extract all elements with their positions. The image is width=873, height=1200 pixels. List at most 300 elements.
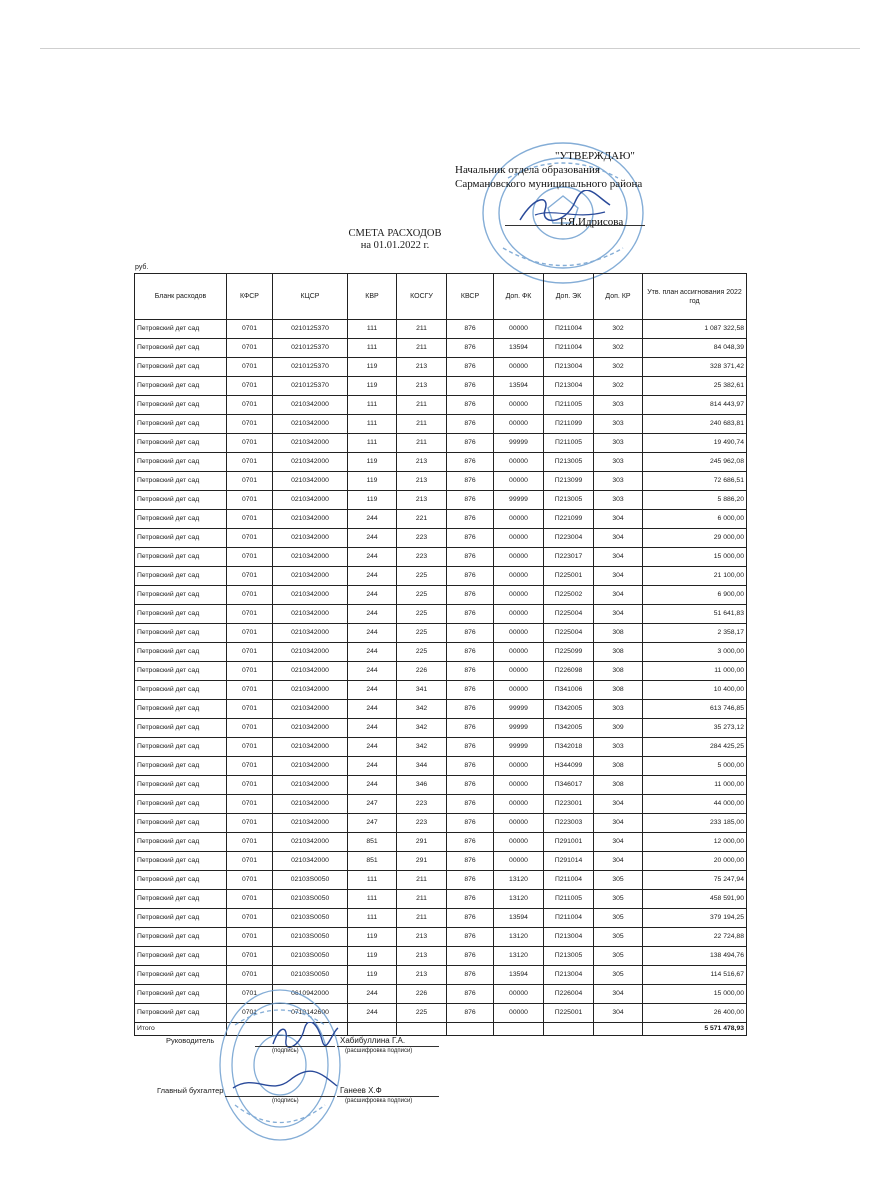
- accountant-label: Главный бухгалтер: [157, 1086, 224, 1095]
- table-cell: 00000: [494, 415, 544, 434]
- table-cell: 0210342000: [273, 643, 348, 662]
- total-label: Итого: [135, 1023, 227, 1036]
- table-cell: 284 425,25: [643, 738, 747, 757]
- table-cell: 309: [594, 719, 643, 738]
- table-cell: 244: [348, 1004, 397, 1023]
- col-header: КВР: [348, 274, 397, 320]
- table-cell: Петровский дет сад: [135, 605, 227, 624]
- table-cell: 0701: [227, 814, 273, 833]
- table-cell: 244: [348, 757, 397, 776]
- head-name-line: [337, 1046, 439, 1047]
- table-cell: 225: [397, 605, 447, 624]
- table-cell: П342005: [544, 719, 594, 738]
- table-cell: 84 048,39: [643, 339, 747, 358]
- table-cell: 0701: [227, 529, 273, 548]
- table-cell: 0210342000: [273, 795, 348, 814]
- table-row: [135, 567, 747, 586]
- table-cell: 305: [594, 909, 643, 928]
- approval-signature-icon: [515, 190, 615, 230]
- table-row: [135, 605, 747, 624]
- table-cell: 226: [397, 662, 447, 681]
- table-cell: 304: [594, 814, 643, 833]
- table-cell: 00000: [494, 776, 544, 795]
- table-cell: 0610942000: [273, 985, 348, 1004]
- table-row: [135, 510, 747, 529]
- table-cell: 02103S0050: [273, 966, 348, 985]
- table-cell: 308: [594, 624, 643, 643]
- table-cell: 303: [594, 396, 643, 415]
- table-cell: Петровский дет сад: [135, 909, 227, 928]
- table-cell: 0210342000: [273, 814, 348, 833]
- table-cell: Петровский дет сад: [135, 700, 227, 719]
- table-row: [135, 624, 747, 643]
- table-cell: 119: [348, 966, 397, 985]
- table-cell: 51 641,83: [643, 605, 747, 624]
- table-cell: 0210342000: [273, 510, 348, 529]
- table-cell: Петровский дет сад: [135, 491, 227, 510]
- table-row: [135, 928, 747, 947]
- table-row: [135, 339, 747, 358]
- table-row: [135, 586, 747, 605]
- table-cell: 211: [397, 415, 447, 434]
- table-row: [135, 548, 747, 567]
- col-header: КВСР: [447, 274, 494, 320]
- table-cell: 223: [397, 814, 447, 833]
- head-decoding-caption: (расшифровка подписи): [345, 1048, 413, 1054]
- table-row: [135, 377, 747, 396]
- table-cell: Петровский дет сад: [135, 719, 227, 738]
- table-cell: 00000: [494, 852, 544, 871]
- table-cell: П211005: [544, 396, 594, 415]
- table-cell: 342: [397, 738, 447, 757]
- table-cell: 0701: [227, 871, 273, 890]
- table-cell: 99999: [494, 700, 544, 719]
- table-cell: 305: [594, 947, 643, 966]
- table-cell: 211: [397, 890, 447, 909]
- table-cell: 0210342000: [273, 586, 348, 605]
- table-cell: 0701: [227, 377, 273, 396]
- table-cell: 0701: [227, 339, 273, 358]
- table-cell: 111: [348, 890, 397, 909]
- table-cell: 344: [397, 757, 447, 776]
- table-row: [135, 320, 747, 339]
- table-cell: 111: [348, 339, 397, 358]
- accountant-decoding-caption: (расшифровка подписи): [345, 1098, 413, 1104]
- accountant-signature-icon: [230, 1068, 340, 1098]
- table-cell: 20 000,00: [643, 852, 747, 871]
- table-cell: 75 247,94: [643, 871, 747, 890]
- table-cell: 303: [594, 491, 643, 510]
- table-cell: Петровский дет сад: [135, 738, 227, 757]
- table-cell: 213: [397, 947, 447, 966]
- table-cell: 0701: [227, 947, 273, 966]
- table-row: [135, 358, 747, 377]
- table-cell: 00000: [494, 358, 544, 377]
- table-cell: Петровский дет сад: [135, 795, 227, 814]
- table-cell: П342018: [544, 738, 594, 757]
- table-cell: 15 000,00: [643, 548, 747, 567]
- table-cell: 00000: [494, 567, 544, 586]
- document-date: на 01.01.2022 г.: [360, 240, 430, 251]
- table-cell: 111: [348, 909, 397, 928]
- table-cell: 13120: [494, 947, 544, 966]
- table-cell: Петровский дет сад: [135, 985, 227, 1004]
- table-cell: 0210342000: [273, 472, 348, 491]
- table-cell: П341006: [544, 681, 594, 700]
- table-cell: 0210342000: [273, 434, 348, 453]
- table-cell: 876: [447, 795, 494, 814]
- accountant-name: Ганеев Х.Ф: [340, 1086, 382, 1095]
- table-cell: П225099: [544, 643, 594, 662]
- table-cell: 0701: [227, 738, 273, 757]
- table-cell: 13120: [494, 928, 544, 947]
- table-body: [135, 320, 747, 1023]
- table-row: [135, 434, 747, 453]
- table-cell: 0210342000: [273, 738, 348, 757]
- table-cell: 00000: [494, 681, 544, 700]
- table-cell: 223: [397, 529, 447, 548]
- table-row: [135, 529, 747, 548]
- approval-position-line2: Сармановского муниципального района: [455, 178, 643, 190]
- table-cell: 213: [397, 358, 447, 377]
- table-cell: 225: [397, 643, 447, 662]
- table-cell: 244: [348, 643, 397, 662]
- table-cell: 240 683,81: [643, 415, 747, 434]
- table-cell: П211004: [544, 320, 594, 339]
- table-cell: 0210125370: [273, 377, 348, 396]
- table-cell: 342: [397, 719, 447, 738]
- table-cell: 10 400,00: [643, 681, 747, 700]
- table-cell: П223001: [544, 795, 594, 814]
- table-cell: 02103S0050: [273, 909, 348, 928]
- table-cell: П213005: [544, 491, 594, 510]
- table-cell: 5 000,00: [643, 757, 747, 776]
- table-cell: П213004: [544, 358, 594, 377]
- table-cell: П223004: [544, 529, 594, 548]
- table-cell: 111: [348, 396, 397, 415]
- table-cell: 0210342000: [273, 491, 348, 510]
- table-cell: 19 490,74: [643, 434, 747, 453]
- table-cell: 0701: [227, 966, 273, 985]
- table-cell: 02103S0050: [273, 928, 348, 947]
- table-cell: 304: [594, 605, 643, 624]
- table-cell: 302: [594, 377, 643, 396]
- table-cell: 341: [397, 681, 447, 700]
- table-cell: 876: [447, 339, 494, 358]
- table-cell: 876: [447, 548, 494, 567]
- approval-position-line1: Начальник отдела образования: [455, 164, 600, 176]
- table-cell: 0210342000: [273, 719, 348, 738]
- table-cell: 876: [447, 947, 494, 966]
- table-cell: 13120: [494, 890, 544, 909]
- table-cell: 247: [348, 814, 397, 833]
- table-cell: 5 886,20: [643, 491, 747, 510]
- col-header: КОСГУ: [397, 274, 447, 320]
- table-cell: 876: [447, 966, 494, 985]
- table-cell: П225002: [544, 586, 594, 605]
- table-cell: 111: [348, 434, 397, 453]
- table-cell: 244: [348, 985, 397, 1004]
- table-cell: Петровский дет сад: [135, 662, 227, 681]
- table-cell: 876: [447, 320, 494, 339]
- table-cell: 119: [348, 453, 397, 472]
- table-cell: 72 686,51: [643, 472, 747, 491]
- accountant-signature-caption: (подпись): [272, 1098, 299, 1104]
- table-cell: 211: [397, 434, 447, 453]
- table-cell: 119: [348, 472, 397, 491]
- table-cell: 0701: [227, 662, 273, 681]
- table-cell: П211005: [544, 890, 594, 909]
- table-cell: 0701: [227, 510, 273, 529]
- table-cell: 0701: [227, 1004, 273, 1023]
- table-cell: Петровский дет сад: [135, 320, 227, 339]
- table-cell: Петровский дет сад: [135, 339, 227, 358]
- total-value: 5 571 478,93: [643, 1023, 747, 1036]
- currency-label: руб.: [135, 264, 149, 271]
- table-cell: 00000: [494, 833, 544, 852]
- table-cell: Петровский дет сад: [135, 890, 227, 909]
- table-cell: 876: [447, 814, 494, 833]
- table-cell: 244: [348, 738, 397, 757]
- table-cell: Петровский дет сад: [135, 814, 227, 833]
- table-cell: Петровский дет сад: [135, 757, 227, 776]
- table-cell: Петровский дет сад: [135, 548, 227, 567]
- table-cell: 0701: [227, 776, 273, 795]
- table-cell: 876: [447, 453, 494, 472]
- table-cell: 244: [348, 624, 397, 643]
- table-cell: Петровский дет сад: [135, 1004, 227, 1023]
- table-cell: Петровский дет сад: [135, 358, 227, 377]
- table-cell: 0701: [227, 472, 273, 491]
- table-cell: П211004: [544, 339, 594, 358]
- table-cell: 876: [447, 605, 494, 624]
- table-cell: 876: [447, 681, 494, 700]
- table-cell: П213004: [544, 928, 594, 947]
- table-row: [135, 700, 747, 719]
- table-cell: 0701: [227, 852, 273, 871]
- table-cell: 0701: [227, 985, 273, 1004]
- document-title: СМЕТА РАСХОДОВ: [348, 228, 442, 239]
- table-cell: 00000: [494, 757, 544, 776]
- table-cell: 304: [594, 529, 643, 548]
- table-cell: 0210342000: [273, 605, 348, 624]
- table-cell: 0701: [227, 643, 273, 662]
- table-cell: 0701: [227, 415, 273, 434]
- table-cell: 213: [397, 472, 447, 491]
- table-cell: 29 000,00: [643, 529, 747, 548]
- table-cell: 223: [397, 795, 447, 814]
- table-cell: 2 358,17: [643, 624, 747, 643]
- table-cell: 22 724,88: [643, 928, 747, 947]
- table-cell: 308: [594, 776, 643, 795]
- table-cell: 225: [397, 624, 447, 643]
- col-header: Бланк расходов: [135, 274, 227, 320]
- table-cell: 0701: [227, 700, 273, 719]
- table-cell: П213099: [544, 472, 594, 491]
- table-cell: 213: [397, 453, 447, 472]
- table-cell: П223003: [544, 814, 594, 833]
- table-cell: 225: [397, 586, 447, 605]
- table-cell: 99999: [494, 719, 544, 738]
- table-cell: Петровский дет сад: [135, 510, 227, 529]
- table-cell: 308: [594, 662, 643, 681]
- table-cell: 876: [447, 624, 494, 643]
- table-row: [135, 890, 747, 909]
- table-cell: П225001: [544, 1004, 594, 1023]
- table-cell: 304: [594, 510, 643, 529]
- table-cell: 305: [594, 966, 643, 985]
- table-cell: 00000: [494, 1004, 544, 1023]
- organization-stamp-icon: [215, 985, 345, 1145]
- table-cell: Петровский дет сад: [135, 643, 227, 662]
- table-cell: 221: [397, 510, 447, 529]
- table-cell: Петровский дет сад: [135, 377, 227, 396]
- table-cell: Петровский дет сад: [135, 776, 227, 795]
- table-cell: 00000: [494, 320, 544, 339]
- table-cell: 0210342000: [273, 624, 348, 643]
- table-cell: 247: [348, 795, 397, 814]
- table-cell: 0701: [227, 548, 273, 567]
- table-cell: 876: [447, 871, 494, 890]
- table-row: [135, 662, 747, 681]
- table-cell: Петровский дет сад: [135, 681, 227, 700]
- table-row: [135, 643, 747, 662]
- table-cell: Петровский дет сад: [135, 624, 227, 643]
- table-cell: 44 000,00: [643, 795, 747, 814]
- table-cell: 138 494,76: [643, 947, 747, 966]
- table-cell: 00000: [494, 985, 544, 1004]
- table-cell: 876: [447, 909, 494, 928]
- table-row: [135, 415, 747, 434]
- table-cell: П213004: [544, 377, 594, 396]
- table-cell: 0210342000: [273, 700, 348, 719]
- table-cell: П211099: [544, 415, 594, 434]
- accountant-name-line: [337, 1096, 439, 1097]
- table-cell: 851: [348, 833, 397, 852]
- top-rule: [40, 48, 860, 49]
- table-cell: 99999: [494, 434, 544, 453]
- table-cell: 0210342000: [273, 453, 348, 472]
- table-cell: 303: [594, 453, 643, 472]
- table-cell: 0701: [227, 795, 273, 814]
- table-cell: Петровский дет сад: [135, 529, 227, 548]
- table-cell: 305: [594, 871, 643, 890]
- table-cell: Петровский дет сад: [135, 833, 227, 852]
- table-cell: 244: [348, 662, 397, 681]
- table-cell: 0701: [227, 928, 273, 947]
- head-signature-line: [255, 1046, 335, 1047]
- table-cell: 876: [447, 529, 494, 548]
- table-cell: 303: [594, 738, 643, 757]
- table-cell: 0210125370: [273, 339, 348, 358]
- table-cell: 0701: [227, 681, 273, 700]
- table-cell: Петровский дет сад: [135, 396, 227, 415]
- table-cell: 0701: [227, 434, 273, 453]
- table-cell: 12 000,00: [643, 833, 747, 852]
- table-cell: 304: [594, 567, 643, 586]
- table-cell: 25 382,61: [643, 377, 747, 396]
- table-cell: 302: [594, 320, 643, 339]
- table-cell: Петровский дет сад: [135, 966, 227, 985]
- table-cell: 211: [397, 320, 447, 339]
- table-cell: 213: [397, 966, 447, 985]
- table-cell: 26 400,00: [643, 1004, 747, 1023]
- table-cell: 0210342000: [273, 548, 348, 567]
- table-cell: П213005: [544, 947, 594, 966]
- table-cell: Петровский дет сад: [135, 472, 227, 491]
- table-cell: 876: [447, 358, 494, 377]
- head-label: Руководитель: [166, 1036, 215, 1045]
- table-cell: 244: [348, 510, 397, 529]
- table-row: [135, 814, 747, 833]
- table-cell: 876: [447, 928, 494, 947]
- table-cell: 244: [348, 548, 397, 567]
- table-cell: 225: [397, 567, 447, 586]
- table-cell: 114 516,67: [643, 966, 747, 985]
- table-cell: 876: [447, 434, 494, 453]
- table-cell: 00000: [494, 624, 544, 643]
- table-cell: 00000: [494, 586, 544, 605]
- table-row: [135, 947, 747, 966]
- table-row: [135, 681, 747, 700]
- table-cell: 0701: [227, 833, 273, 852]
- col-header: Доп. ЭК: [544, 274, 594, 320]
- table-cell: 876: [447, 567, 494, 586]
- table-cell: 379 194,25: [643, 909, 747, 928]
- head-signature-caption: (подпись): [272, 1048, 299, 1054]
- table-row: [135, 472, 747, 491]
- table-cell: 346: [397, 776, 447, 795]
- table-cell: 0701: [227, 757, 273, 776]
- table-cell: 304: [594, 1004, 643, 1023]
- table-row: [135, 719, 747, 738]
- table-cell: 0701: [227, 909, 273, 928]
- table-cell: 245 962,08: [643, 453, 747, 472]
- table-cell: 291: [397, 852, 447, 871]
- table-cell: 119: [348, 358, 397, 377]
- table-cell: 876: [447, 472, 494, 491]
- table-cell: 02103S0050: [273, 890, 348, 909]
- table-header-row: [135, 274, 747, 320]
- col-header: КФСР: [227, 274, 273, 320]
- table-cell: Петровский дет сад: [135, 852, 227, 871]
- table-cell: 876: [447, 776, 494, 795]
- table-cell: 342: [397, 700, 447, 719]
- table-cell: Петровский дет сад: [135, 586, 227, 605]
- table-cell: 226: [397, 985, 447, 1004]
- table-cell: 876: [447, 1004, 494, 1023]
- table-cell: 244: [348, 681, 397, 700]
- table-cell: 328 371,42: [643, 358, 747, 377]
- table-cell: 13594: [494, 377, 544, 396]
- table-cell: 244: [348, 567, 397, 586]
- col-header: Доп. КР: [594, 274, 643, 320]
- document-title-block: [300, 228, 490, 252]
- col-header: КЦСР: [273, 274, 348, 320]
- table-row: [135, 776, 747, 795]
- table-cell: П225004: [544, 605, 594, 624]
- table-row: [135, 871, 747, 890]
- table-cell: 111: [348, 320, 397, 339]
- table-cell: П211004: [544, 909, 594, 928]
- table-cell: 213: [397, 491, 447, 510]
- table-cell: П211004: [544, 871, 594, 890]
- table-cell: 0701: [227, 491, 273, 510]
- table-cell: 876: [447, 985, 494, 1004]
- table-cell: 876: [447, 586, 494, 605]
- table-cell: 308: [594, 643, 643, 662]
- table-row: [135, 757, 747, 776]
